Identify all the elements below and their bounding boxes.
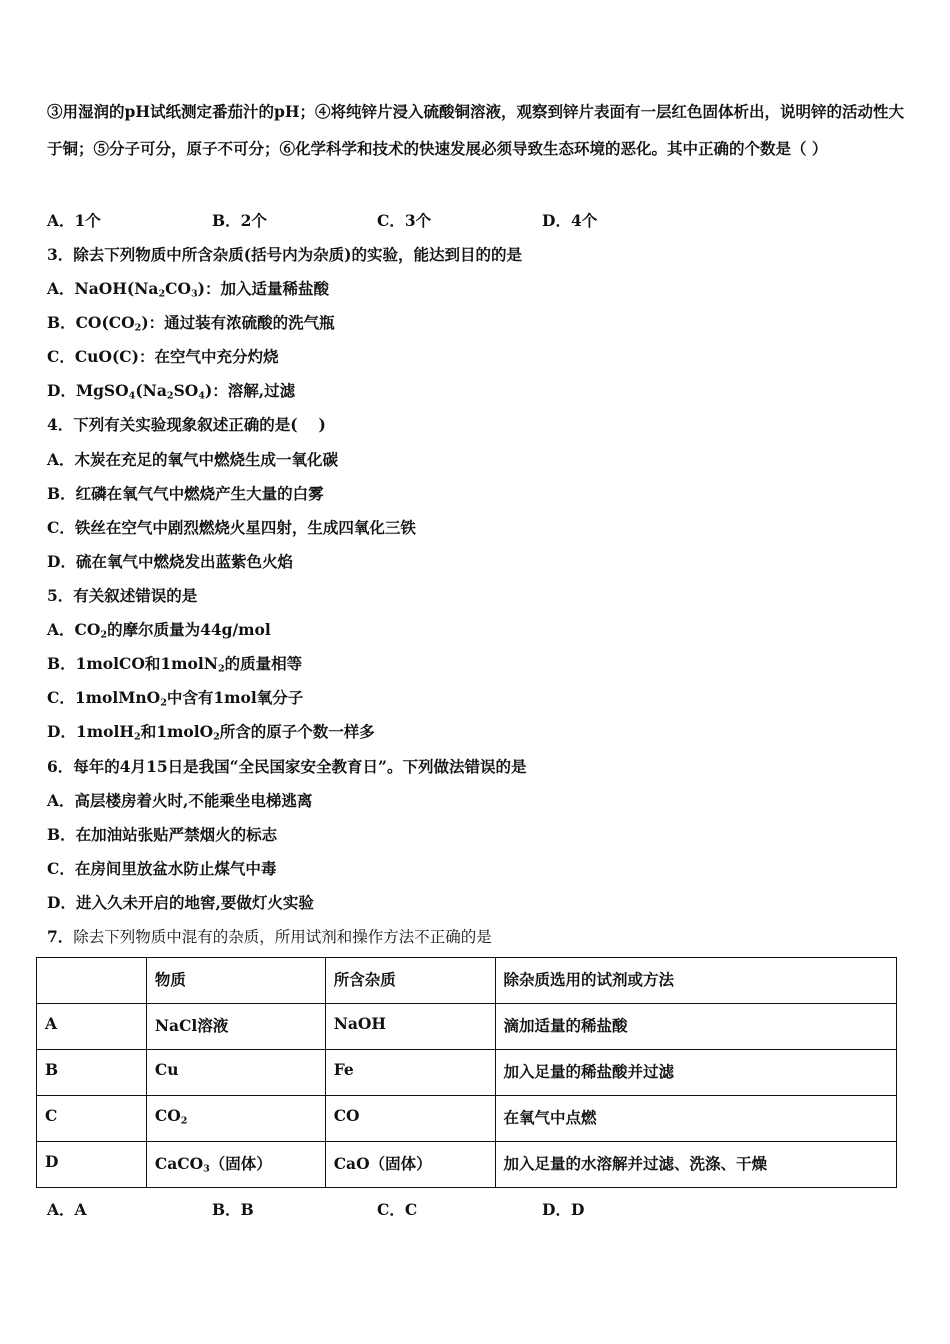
row-impurity: NaOH (325, 1004, 495, 1050)
row-method: 加入足量的水溶解并过滤、洗涤、干燥 (495, 1142, 896, 1188)
table-header-row (37, 958, 897, 1004)
q2-continuation: ③用湿润的pH试纸测定番茄汁的pH；④将纯锌片浸入硫酸铜溶液，观察到锌片表面有一层红色固体析出，说明锌的活动性大于铜；⑤分子可分，原子不可分；⑥化学科学和技术的快速发展必须导致生态环境的恶化。其中正确的个数是（ ） (47, 102, 904, 158)
table-header-cell (37, 958, 147, 1004)
q3-stem: 3．除去下列物质中所含杂质(括号内为杂质)的实验，能达到目的的是 (47, 245, 522, 264)
table-row (37, 1004, 897, 1050)
row-option: C (37, 1096, 147, 1142)
q5-option-d: D．1molH$_2$和1molO$_2$所含的原子个数一样多 (47, 722, 375, 743)
q5-option-a: A．$CO_2$的摩尔质量为44g/mol (47, 620, 271, 641)
table-header-cell: 所含杂质 (325, 958, 495, 1004)
q6-option-c: C．在房间里放盆水防止煤气中毒 (47, 859, 277, 878)
q2-option-c: C．3个 (377, 211, 432, 230)
q4-option-b: B．红磷在氧气气中燃烧产生大量的白雾 (47, 484, 324, 503)
q2-option-d: D．4个 (542, 211, 598, 230)
row-option: D (37, 1142, 147, 1188)
table-header-cell: 物质 (146, 958, 325, 1004)
row-impurity: CO (325, 1096, 495, 1142)
q5-option-c: C．1molMnO$_2$中含有1mol氧分子 (47, 688, 304, 709)
q6-stem: 6．每年的4月15日是我国“全民国家安全教育日”。下列做法错误的是 (47, 757, 527, 776)
q4-option-d: D．硫在氧气中燃烧发出蓝紫色火焰 (47, 552, 293, 571)
q2-option-b: B．2个 (212, 211, 267, 230)
q6-option-b: B．在加油站张贴严禁烟火的标志 (47, 825, 278, 844)
table-row (37, 1142, 897, 1188)
row-option: A (37, 1004, 147, 1050)
q4-option-a: A．木炭在充足的氧气中燃烧生成一氧化碳 (47, 450, 339, 469)
row-method: 加入足量的稀盐酸并过滤 (495, 1050, 896, 1096)
row-option: B (37, 1050, 147, 1096)
q5-option-b: B．1molCO和1molN$_2$的质量相等 (47, 654, 303, 675)
q4-option-c: C．铁丝在空气中剧烈燃烧火星四射，生成四氧化三铁 (47, 518, 416, 537)
q2-options (47, 210, 707, 232)
row-substance: Cu (146, 1050, 325, 1096)
q7-table (36, 957, 897, 1188)
row-method: 在氧气中点燃 (495, 1096, 896, 1142)
q7-options (47, 1199, 707, 1221)
row-substance: $CO_2$ (146, 1096, 325, 1142)
row-substance: CaCO$_3$（固体） (146, 1142, 325, 1188)
q3-option-b: B．$CO(CO_2)$：通过装有浓硫酸的洗气瓶 (47, 313, 335, 334)
q6-option-d: D．进入久未开启的地窖,要做灯火实验 (47, 893, 314, 912)
q2-option-a: A．1个 (47, 211, 101, 230)
q5-stem: 5．有关叙述错误的是 (47, 586, 198, 605)
q3-option-c: C．CuO(C)：在空气中充分灼烧 (47, 347, 279, 366)
row-substance: NaCl溶液 (146, 1004, 325, 1050)
table-header-cell: 除杂质选用的试剂或方法 (495, 958, 896, 1004)
q7-option-c: C．C (377, 1200, 418, 1219)
q7-option-b: B．B (212, 1200, 254, 1219)
table-row (37, 1050, 897, 1096)
q3-option-a: A．$NaOH(Na_2CO_3)$：加入适量稀盐酸 (47, 279, 329, 300)
q7-option-d: D．D (542, 1200, 585, 1219)
row-impurity: CaO（固体） (325, 1142, 495, 1188)
table-row (37, 1096, 897, 1142)
row-impurity: Fe (325, 1050, 495, 1096)
q7-option-a: A．A (47, 1200, 87, 1219)
row-method: 滴加适量的稀盐酸 (495, 1004, 896, 1050)
q7-stem: 7．除去下列物质中混有的杂质，所用试剂和操作方法不正确的是 (47, 927, 492, 946)
q3-option-d: D．$MgSO_4(Na_2SO_4)$：溶解,过滤 (47, 381, 296, 402)
q6-option-a: A．高层楼房着火时,不能乘坐电梯逃离 (47, 791, 313, 810)
q4-stem: 4．下列有关实验现象叙述正确的是( ) (47, 415, 326, 434)
